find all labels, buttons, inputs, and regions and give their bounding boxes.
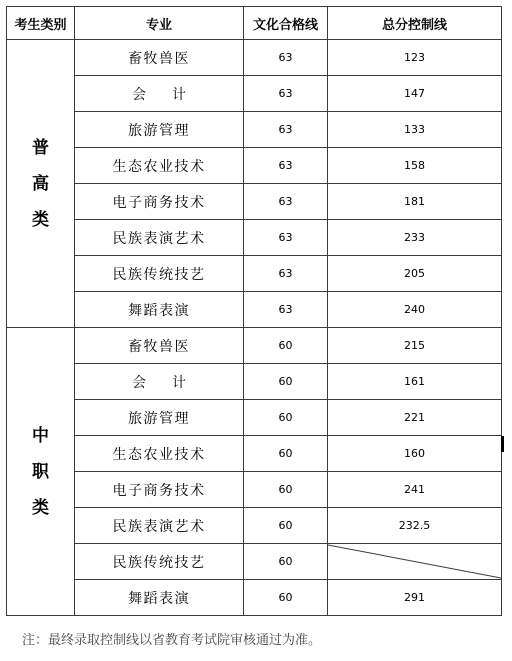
total-cell: 241 bbox=[328, 472, 502, 508]
table-row bbox=[7, 220, 502, 256]
diagonal-slash bbox=[328, 544, 501, 579]
major-cell: 旅游管理 bbox=[75, 112, 244, 148]
culture-cell: 60 bbox=[244, 328, 328, 364]
table-row bbox=[7, 256, 502, 292]
table-row bbox=[7, 544, 502, 580]
major-cell: 民族表演艺术 bbox=[75, 508, 244, 544]
major-cell: 舞蹈表演 bbox=[75, 580, 244, 616]
header-culture-line: 文化合格线 bbox=[244, 7, 328, 40]
culture-cell: 63 bbox=[244, 76, 328, 112]
header-row bbox=[7, 7, 502, 40]
culture-cell: 60 bbox=[244, 544, 328, 580]
culture-cell: 63 bbox=[244, 256, 328, 292]
table-row bbox=[7, 508, 502, 544]
table-row bbox=[7, 40, 502, 76]
total-cell: 240 bbox=[328, 292, 502, 328]
table-row bbox=[7, 184, 502, 220]
table-row bbox=[7, 364, 502, 400]
total-cell: 147 bbox=[328, 76, 502, 112]
table-row bbox=[7, 580, 502, 616]
culture-cell: 60 bbox=[244, 436, 328, 472]
total-cell: 158 bbox=[328, 148, 502, 184]
major-cell: 会计 bbox=[75, 76, 244, 112]
table-row bbox=[7, 76, 502, 112]
culture-cell: 63 bbox=[244, 184, 328, 220]
table-row bbox=[7, 436, 502, 472]
culture-cell: 60 bbox=[244, 364, 328, 400]
category-label: 中 职 类 bbox=[32, 425, 49, 518]
category-label: 普 高 类 bbox=[32, 137, 49, 230]
total-cell: 232.5 bbox=[328, 508, 502, 544]
total-cell: 221 bbox=[328, 400, 502, 436]
culture-cell: 60 bbox=[244, 472, 328, 508]
major-cell: 民族传统技艺 bbox=[75, 256, 244, 292]
total-cell: 133 bbox=[328, 112, 502, 148]
major-cell: 畜牧兽医 bbox=[75, 40, 244, 76]
header-total-line: 总分控制线 bbox=[328, 7, 502, 40]
footnote: 注：最终录取控制线以省教育考试院审核通过为准。 bbox=[22, 633, 322, 648]
total-cell: 215 bbox=[328, 328, 502, 364]
major-cell: 生态农业技术 bbox=[75, 436, 244, 472]
major-cell: 电子商务技术 bbox=[75, 472, 244, 508]
total-cell: 291 bbox=[328, 580, 502, 616]
culture-cell: 60 bbox=[244, 400, 328, 436]
total-cell: 233 bbox=[328, 220, 502, 256]
major-cell: 电子商务技术 bbox=[75, 184, 244, 220]
culture-cell: 63 bbox=[244, 40, 328, 76]
culture-cell: 63 bbox=[244, 292, 328, 328]
table-row bbox=[7, 292, 502, 328]
table-row bbox=[7, 472, 502, 508]
major-cell: 民族传统技艺 bbox=[75, 544, 244, 580]
total-cell: 160 bbox=[328, 436, 502, 472]
table-row bbox=[7, 112, 502, 148]
major-cell: 旅游管理 bbox=[75, 400, 244, 436]
total-cell: 123 bbox=[328, 40, 502, 76]
major-cell: 畜牧兽医 bbox=[75, 328, 244, 364]
header-category: 考生类别 bbox=[7, 7, 75, 40]
culture-cell: 60 bbox=[244, 580, 328, 616]
culture-cell: 63 bbox=[244, 220, 328, 256]
culture-cell: 63 bbox=[244, 112, 328, 148]
category-general-high bbox=[7, 40, 75, 328]
culture-cell: 60 bbox=[244, 508, 328, 544]
major-cell: 舞蹈表演 bbox=[75, 292, 244, 328]
score-table bbox=[6, 6, 502, 616]
header-major: 专业 bbox=[75, 7, 244, 40]
category-vocational bbox=[7, 328, 75, 616]
major-cell: 生态农业技术 bbox=[75, 148, 244, 184]
total-cell-empty bbox=[328, 544, 502, 580]
table-row bbox=[7, 400, 502, 436]
total-cell: 161 bbox=[328, 364, 502, 400]
table-row bbox=[7, 328, 502, 364]
edge-marker bbox=[501, 436, 504, 452]
total-cell: 181 bbox=[328, 184, 502, 220]
major-cell: 会计 bbox=[75, 364, 244, 400]
culture-cell: 63 bbox=[244, 148, 328, 184]
total-cell: 205 bbox=[328, 256, 502, 292]
major-cell: 民族表演艺术 bbox=[75, 220, 244, 256]
table-row bbox=[7, 148, 502, 184]
